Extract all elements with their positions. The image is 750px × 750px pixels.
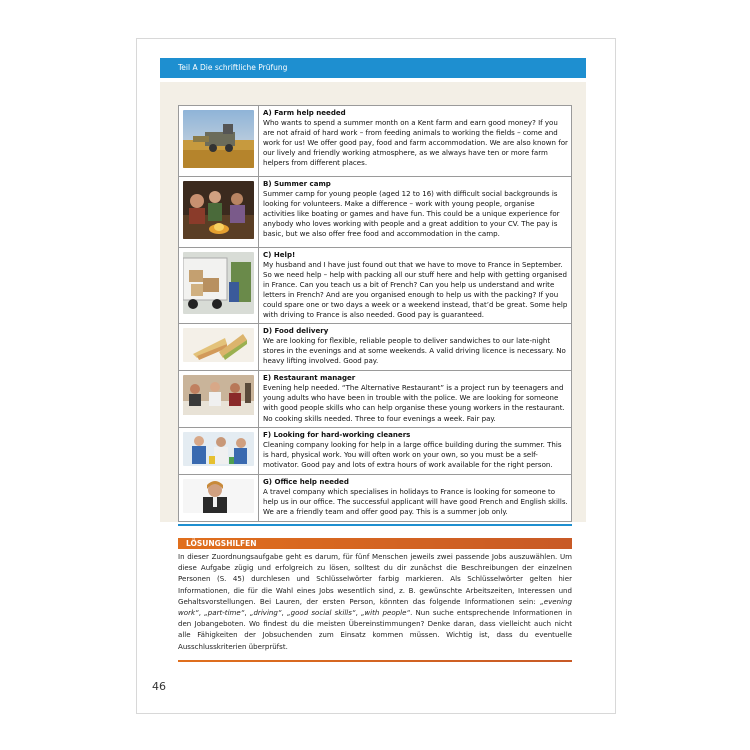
- job-row-a: [179, 106, 572, 177]
- job-title: C) Help!: [263, 250, 296, 259]
- job-title: G) Office help needed: [263, 476, 349, 486]
- tips-heading: LÖSUNGSHILFEN: [178, 538, 572, 549]
- job-offers-table: [178, 105, 572, 522]
- job-title: D) Food delivery: [263, 326, 329, 336]
- section-header: Teil A Die schriftliche Prüfung: [160, 58, 586, 78]
- job-row-c: [179, 248, 572, 324]
- job-description: Who wants to spend a summer month on a Kent farm and earn good money? If you are not afraid of hard work – from feeding animals to working the fields – come and work for us! We offer good pay, food and farm accommodation. We are also known for our lively and friendly working atmosphere, as we always have ten or more farm helpers from different places.: [263, 118, 568, 168]
- job-description: Summer camp for young people (aged 12 to 16) with difficult social backgrounds is looking for volunteers. Make a difference – work with young people, organise activities like boating or games and have fun. This could be a unique experience for anybody who loves working with people and a great addition to your CV. The pay is basic, but we also offer free food and accommodation in the camp.: [263, 189, 560, 239]
- page-number: 46: [152, 680, 166, 693]
- job-description: My husband and I have just found out that we have to move to France in September. So we need help – help with packing all our stuff here and help with getting organised in France. Can you teach us a bit of French? Can you help us understand and write letters in French? And are you organised enough to help us with the packing? If you could spare one or two days a week or a weekend instead, that’d be great. Some help with driving to France is also needed. Good pay is guaranteed.: [263, 260, 568, 320]
- campfire-photo: [183, 181, 254, 239]
- job-description: Cleaning company looking for help in a large office building during the summer. This is hard, physical work. You will often work on your own, so you must be a self-motivator. Good pay and lots of extra hours of work available for the right person.: [263, 439, 562, 469]
- cleaners-photo: [183, 432, 254, 466]
- job-description: We are looking for flexible, reliable people to deliver sandwiches to our late-night stores in the evenings and at some weekends. A valid driving licence is necessary. No heavy lifting involved. Good pay.: [263, 336, 566, 366]
- job-row-g: [179, 474, 572, 521]
- job-title: A) Farm help needed: [263, 108, 346, 117]
- moving-van-photo: [183, 252, 254, 314]
- restaurant-photo: [183, 375, 254, 415]
- tips-paragraph: In dieser Zuordnungsaufgabe geht es darum, für fünf Menschen jeweils zwei passende Jobs auszuwählen. Um diese Aufgabe zügig und erfolgreich zu lösen, solltest du dir zunächst die Beschreibungen der einzelnen Personen (S. 45) durchlesen und Schlüsselwörter farbig markieren. Als Schlüsselwörter gelten hier Informationen, die für die Wahl eines Jobs wesentlich sind, z. B. gewünschte Arbeitszeiten, Interessen und Gehaltsvorstellungen. Bei Lauren, der ersten Person, könnten das folgende Informationen sein: „evening work“, „part-time“, „driving“, „good social skills“, „with people“. Nun suche entsprechende Informationen in den Jobangeboten. Wo findest du die meisten Übereinstimmungen? Denke daran, dass vielleicht auch nicht alle Fähigkeiten der Jobsuchenden zum Einsatz kommen müssen. Wichtig ist, dass du eventuelle Ausschlusskriterien überprüfst.: [178, 552, 573, 651]
- office-worker-photo: [183, 479, 254, 513]
- divider-orange: [178, 660, 572, 662]
- sandwich-photo: [183, 328, 254, 362]
- job-title: B) Summer camp: [263, 179, 331, 188]
- job-description: Evening help needed. “The Alternative Restaurant” is a project run by teenagers and young adults who have been in trouble with the police. We are looking for someone with good people skills who can help organise these young workers in the restaurant. No cooking skills needed. Three to four evenings a week. Fair pay.: [263, 383, 565, 423]
- job-description: A travel company which specialises in holidays to France is looking for someone to help us in our office. The successful applicant will have good French and English skills. We are a friendly team and offer good pay. This is a summer job only.: [263, 486, 568, 516]
- job-title: E) Restaurant manager: [263, 373, 356, 383]
- job-row-e: [179, 371, 572, 427]
- divider-blue: [178, 524, 572, 526]
- harvester-field-photo: [183, 110, 254, 168]
- job-row-f: [179, 427, 572, 474]
- job-row-d: [179, 324, 572, 371]
- job-row-b: [179, 177, 572, 248]
- job-title: F) Looking for hard-working cleaners: [263, 429, 411, 439]
